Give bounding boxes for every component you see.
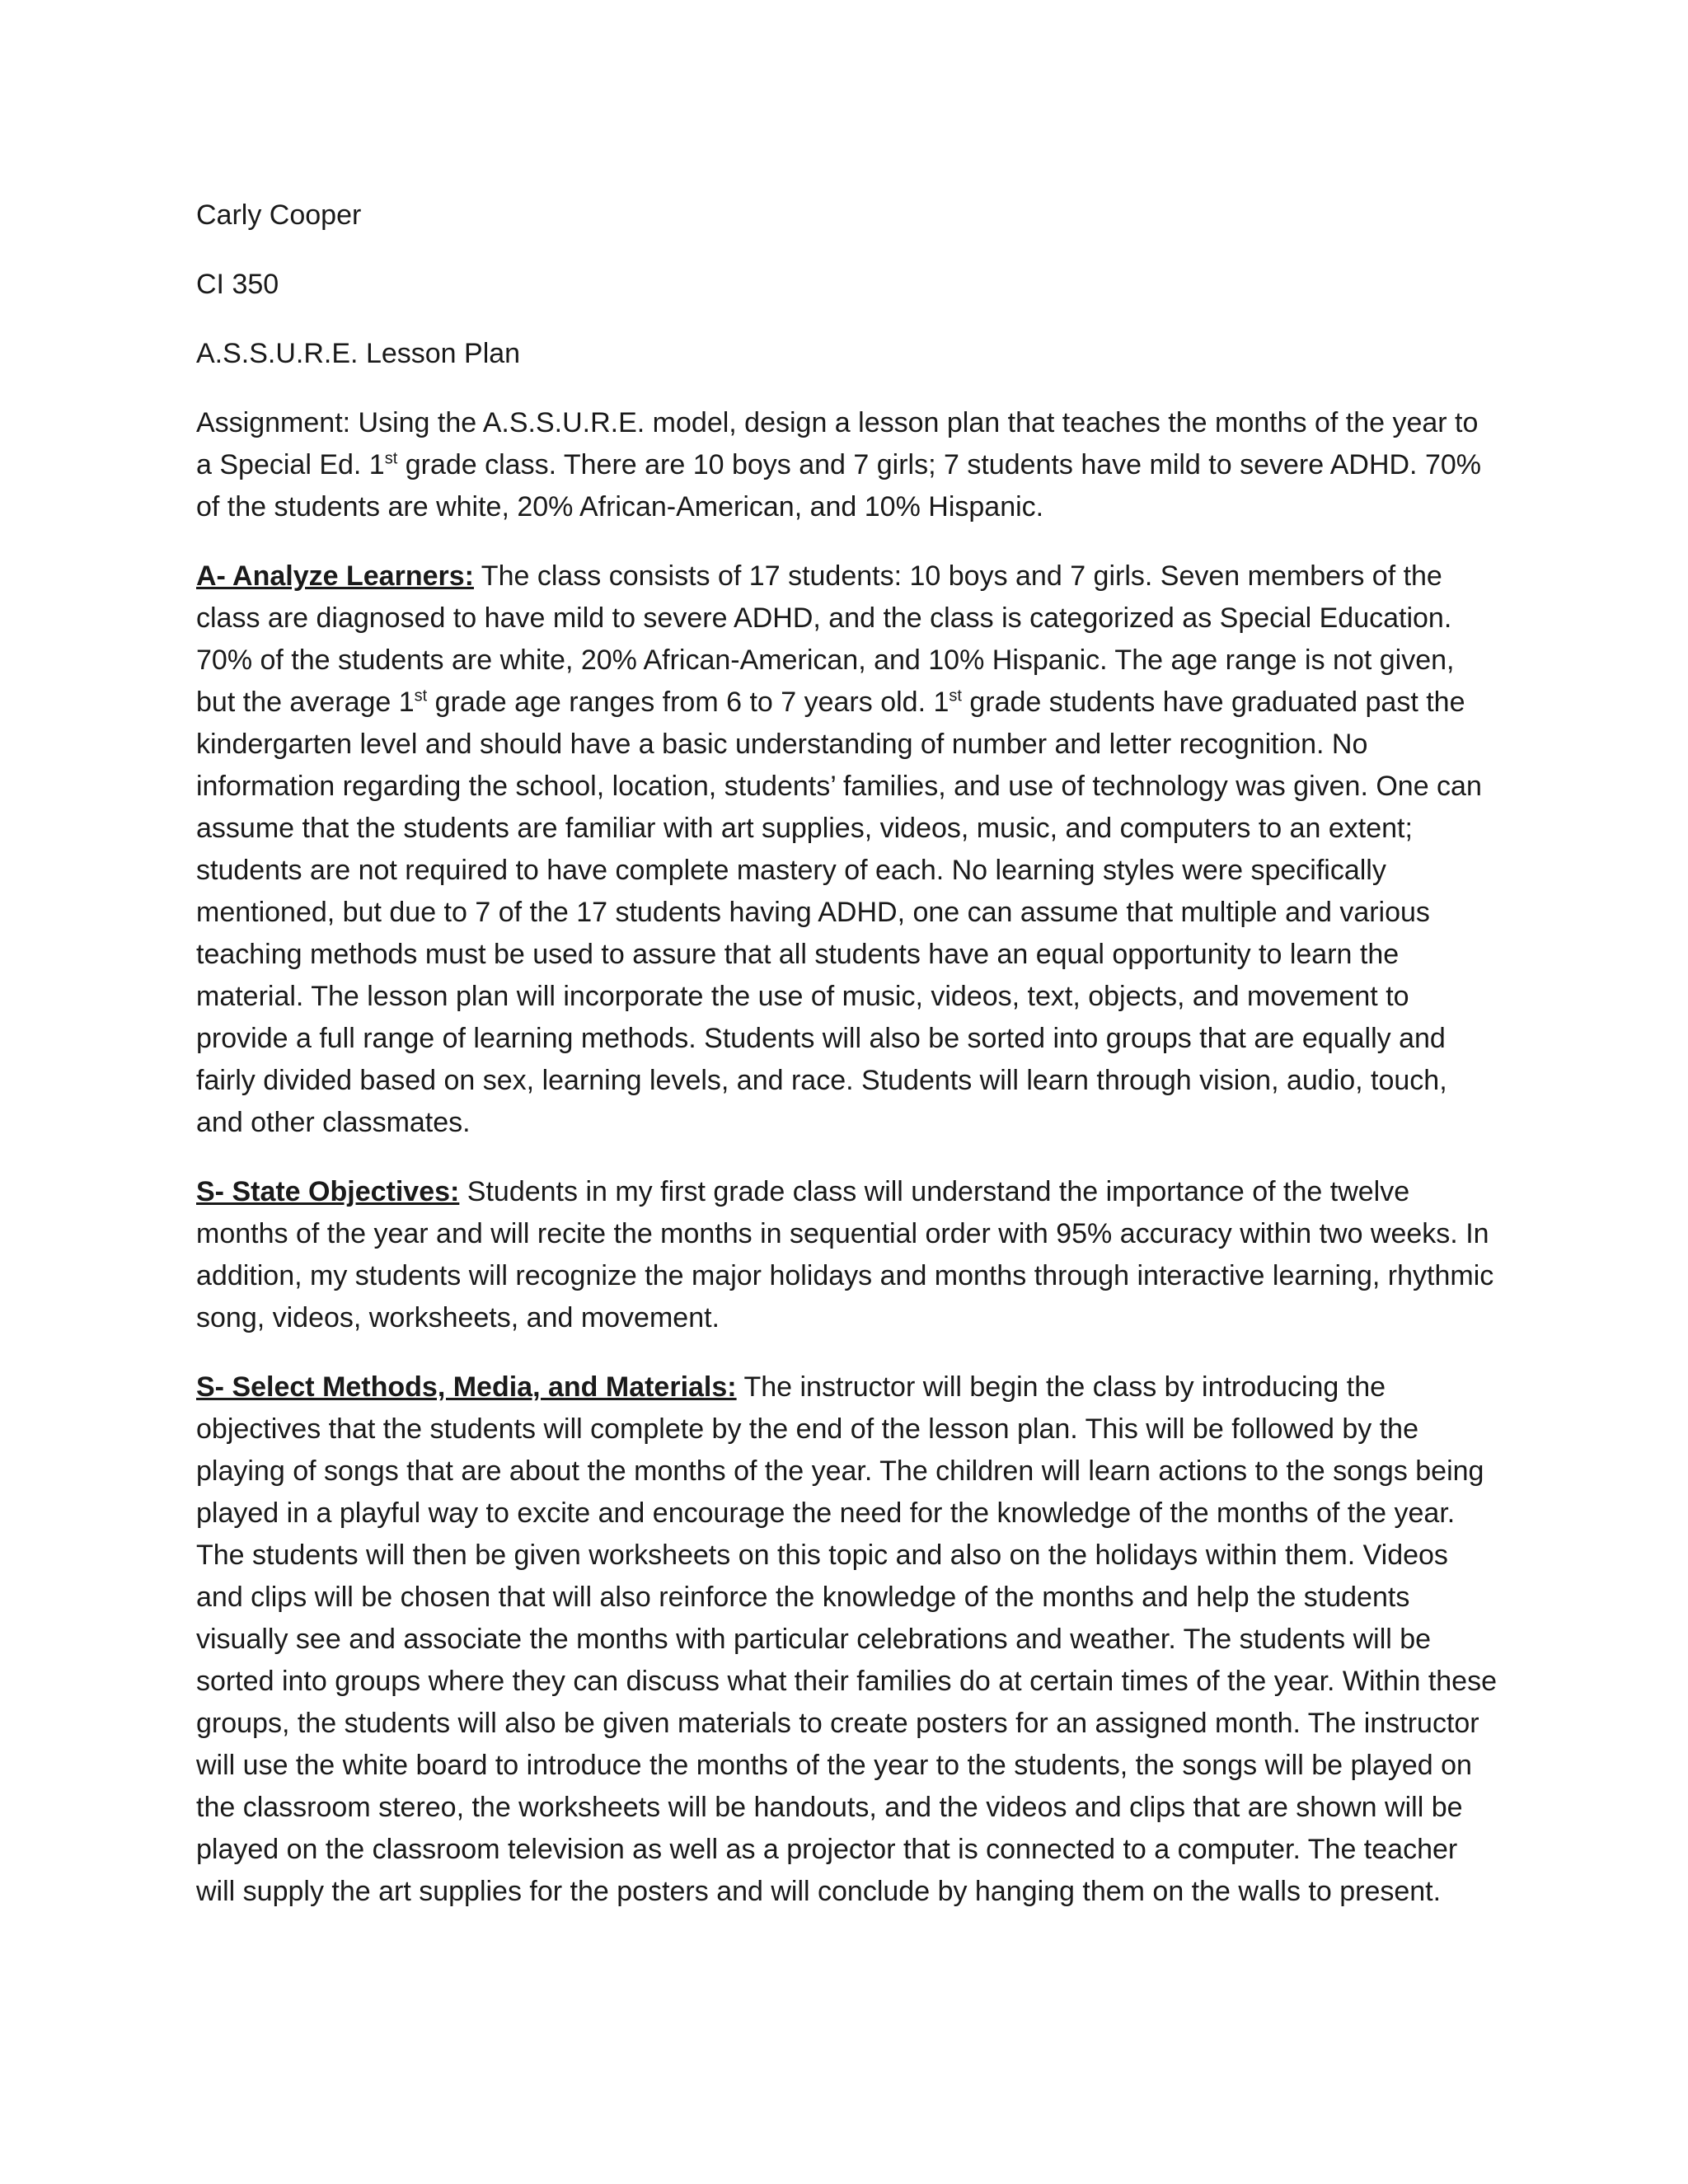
course-code: CI 350 (196, 269, 279, 300)
analyze-learners-paragraph (196, 555, 1498, 1144)
document-title: A.S.S.U.R.E. Lesson Plan (196, 338, 521, 369)
analyze-learners-superscript-1: st (414, 687, 428, 705)
state-objectives-heading: S- State Objectives: (196, 1176, 460, 1207)
select-methods-paragraph (196, 1366, 1498, 1913)
analyze-learners-text-part-3: grade students have graduated past the kindergarten level and should have a basic understanding of number and letter recognition. No information regarding the school, location, students’ families, and use of technology was given. One can assume that the students are familiar with art supplies, videos, music, and computers to an extent; students are not required to have complete mastery of each. No learning styles were specifically mentioned, but due to 7 of the 17 students having ADHD, one can assume that multiple and various teaching methods must be used to assure that all students have an equal opportunity to learn the material. The lesson plan will incorporate the use of music, videos, text, objects, and movement to provide a full range of learning methods. Students will also be sorted into groups that are equally and fairly divided based on sex, learning levels, and race. Students will learn through vision, audio, touch, and other classmates. (196, 687, 1482, 1138)
author-name: Carly Cooper (196, 199, 362, 231)
analyze-learners-text-part-1: The class consists of 17 students: 10 boys and 7 girls. Seven members of the class are diagnosed to have mild to severe ADHD, and the class is categorized as Special Education. 70% of the students are white, 20% African-American, and 10% Hispanic. The age range is not given, but the average 1 (196, 560, 1455, 718)
assignment-text-part-1: Assignment: Using the A.S.S.U.R.E. model, design a lesson plan that teaches the months of the year to a Special Ed. 1 (196, 407, 1479, 480)
assignment-text-part-2: grade class. There are 10 boys and 7 girls; 7 students have mild to severe ADHD. 70% of the students are white, 20% African-American, and 10% Hispanic. (196, 449, 1481, 523)
analyze-learners-superscript-2: st (949, 687, 962, 705)
select-methods-text: The instructor will begin the class by introducing the objectives that the students will complete by the end of the lesson plan. This will be followed by the playing of songs that are about the months of the year. The children will learn actions to the songs being played in a playful way to excite and encourage the need for the knowledge of the months of the year. The students will then be given worksheets on this topic and also on the holidays within them. Videos and clips will be chosen that will also reinforce the knowledge of the months and help the students visually see and associate the months with particular celebrations and weather. The students will be sorted into groups where they can discuss what their families do at certain times of the year. Within these groups, the students will also be given materials to create posters for an assigned month. The instructor will use the white board to introduce the months of the year to the students, the songs will be played on the classroom stereo, the worksheets will be handouts, and the videos and clips that are shown will be played on the classroom television as well as a projector that is connected to a computer. The teacher will supply the art supplies for the posters and will conclude by hanging them on the walls to present. (196, 1371, 1497, 1907)
state-objectives-paragraph (196, 1171, 1498, 1339)
state-objectives-text: Students in my first grade class will understand the importance of the twelve months of the year and will recite the months in sequential order with 95% accuracy within two weeks. In addition, my students will recognize the major holidays and months through interactive learning, rhythmic song, videos, worksheets, and movement. (196, 1176, 1494, 1333)
select-methods-heading: S- Select Methods, Media, and Materials: (196, 1371, 737, 1403)
analyze-learners-text-part-2: grade age ranges from 6 to 7 years old. 1 (427, 687, 950, 718)
document-body (196, 194, 1498, 1940)
assignment-paragraph (196, 402, 1498, 528)
analyze-learners-heading: A- Analyze Learners: (196, 560, 474, 592)
assignment-superscript-1: st (384, 449, 398, 468)
